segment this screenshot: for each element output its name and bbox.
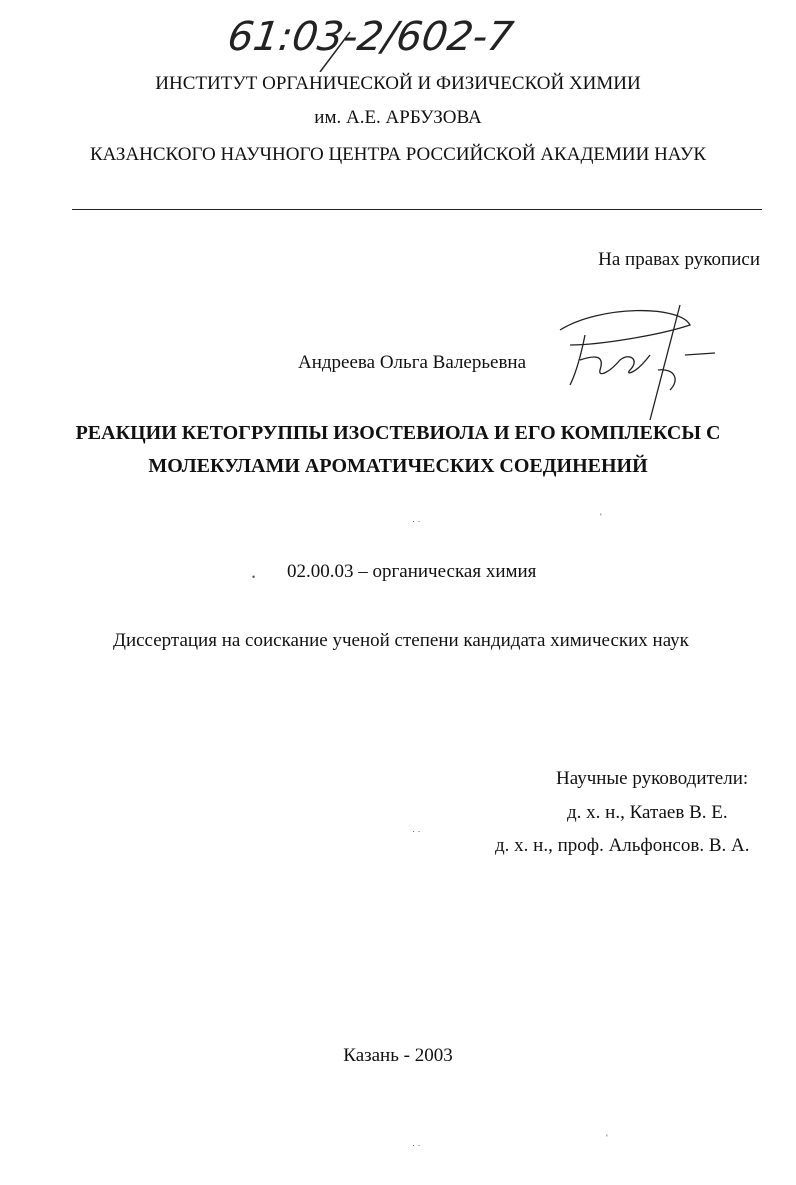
place-and-year: Казань - 2003 bbox=[343, 1045, 453, 1066]
degree-statement: Диссертация на соискание ученой степени кандидата химических наук bbox=[113, 630, 689, 651]
thesis-title-line-2: МОЛЕКУЛАМИ АРОМАТИЧЕСКИХ СОЕДИНЕНИЙ bbox=[148, 455, 648, 477]
scan-speck: · · bbox=[412, 1140, 421, 1150]
supervisor-1: д. х. н., Катаев В. Е. bbox=[567, 802, 728, 823]
scan-speck: · · bbox=[412, 516, 421, 526]
institute-line-1: ИНСТИТУТ ОРГАНИЧЕСКОЙ И ФИЗИЧЕСКОЙ ХИМИИ bbox=[155, 73, 641, 94]
institute-line-2: им. А.Е. АРБУЗОВА bbox=[314, 107, 482, 128]
scan-speck: ' bbox=[600, 512, 602, 522]
svg-text:61:03-2/602-7: 61:03-2/602-7 bbox=[225, 14, 517, 60]
scan-speck: ' bbox=[606, 1133, 608, 1143]
handwritten-archive-number bbox=[225, 2, 535, 72]
supervisors-heading: Научные руководители: bbox=[556, 768, 749, 789]
author-signature bbox=[540, 300, 730, 430]
institute-line-3: КАЗАНСКОГО НАУЧНОГО ЦЕНТРА РОССИЙСКОЙ АКАДЕМИИ НАУК bbox=[90, 144, 706, 165]
specialty-code: 02.00.03 – органическая химия bbox=[287, 561, 537, 582]
scan-speck: • bbox=[252, 572, 256, 582]
supervisor-2: д. х. н., проф. Альфонсов. В. А. bbox=[495, 835, 750, 856]
scan-speck: · · bbox=[412, 826, 421, 836]
thesis-title-line-1: РЕАКЦИИ КЕТОГРУППЫ ИЗОСТЕВИОЛА И ЕГО КОМПЛЕКСЫ С bbox=[75, 422, 721, 444]
rights-note: На правах рукописи bbox=[598, 249, 760, 270]
author-name: Андреева Ольга Валерьевна bbox=[298, 352, 527, 373]
header-divider bbox=[72, 209, 762, 210]
